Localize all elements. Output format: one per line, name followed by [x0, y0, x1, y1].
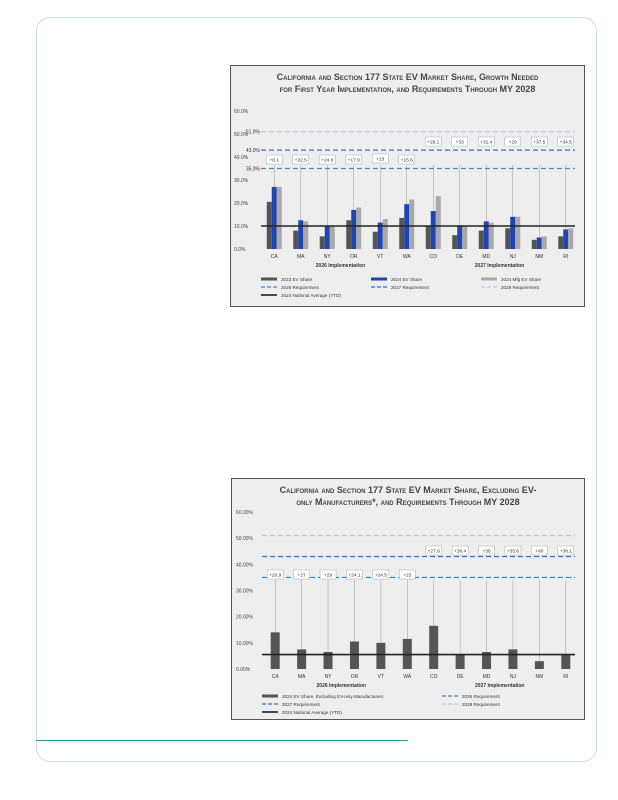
- category-label: NY: [324, 674, 332, 680]
- growth-label: +20.9: [269, 573, 282, 579]
- bar-2024-ev-share: [457, 226, 462, 249]
- chart-title-line-2: only Manufacturers*, and Requirements Through MY 2028: [296, 497, 520, 507]
- bar-2024-mfg-ev-share: [462, 226, 467, 249]
- bar-2024-ev-share-excluding-ev-only-manufacturers: [508, 649, 517, 669]
- category-label: OR: [350, 254, 358, 260]
- y-tick-label: 50.0%: [234, 132, 249, 138]
- bar-2024-ev-share: [510, 217, 515, 249]
- growth-label: +27.6: [427, 549, 440, 555]
- category-label: NM: [535, 674, 544, 680]
- growth-label: +37.5: [533, 140, 546, 146]
- bar-2024-ev-share: [351, 210, 356, 249]
- bar-2024-ev-share: [563, 229, 568, 249]
- group-label: 2026 Implementation: [316, 683, 366, 689]
- group-label: 2027 Implementation: [475, 683, 525, 689]
- growth-label: +38.4: [454, 549, 467, 555]
- legend-swatch: [261, 278, 277, 281]
- growth-label: +34.5: [559, 140, 572, 146]
- growth-label: +33: [455, 140, 464, 146]
- growth-label: +36: [482, 549, 491, 555]
- growth-label: +23: [376, 157, 385, 163]
- bar-2023-ev-share: [293, 231, 298, 249]
- legend-label: 2027 Requirement: [282, 702, 320, 707]
- bar-2024-mfg-ev-share: [383, 219, 388, 249]
- growth-label: +17.9: [347, 158, 360, 164]
- category-label: WA: [402, 254, 411, 260]
- growth-label: +29: [323, 573, 333, 579]
- category-label: CA: [271, 674, 279, 680]
- growth-label: +8.1: [269, 158, 279, 164]
- category-label: CO: [429, 674, 438, 680]
- bar-2024-ev-share: [272, 187, 277, 249]
- requirement-line-label: 51.0%: [245, 129, 260, 136]
- category-label: OR: [350, 674, 359, 680]
- category-label: MA: [297, 254, 305, 260]
- bar-2023-ev-share: [320, 236, 325, 249]
- chart-plot: [232, 479, 584, 719]
- bar-2024-mfg-ev-share: [568, 228, 573, 249]
- category-label: MA: [297, 674, 306, 680]
- y-tick-label: 10.00%: [236, 640, 253, 647]
- growth-label: +31.4: [480, 140, 493, 146]
- bar-2023-ev-share: [479, 231, 484, 249]
- legend-label: 2024 National Average (YTD): [281, 293, 341, 298]
- y-tick-label: 20.00%: [236, 614, 253, 621]
- footer-rule: [36, 740, 408, 741]
- category-label: MD: [482, 674, 491, 680]
- bar-2023-ev-share: [532, 240, 537, 249]
- bar-2024-ev-share: [325, 226, 330, 249]
- y-tick-label: 60.00%: [236, 510, 253, 516]
- category-label: MD: [482, 254, 491, 260]
- category-label: WA: [403, 674, 412, 680]
- category-label: RI: [563, 254, 569, 260]
- growth-label: +22.5: [294, 158, 307, 164]
- chart-title-line-2: for First Year Implementation, and Requirements Through MY 2028: [279, 84, 536, 94]
- bar-2023-ev-share: [426, 226, 431, 249]
- legend-label: 2024 EV Share, Excluding EV-only Manufacturers: [282, 694, 384, 699]
- y-tick-label: 0.0%: [234, 247, 246, 253]
- group-label: 2027 Implementation: [474, 263, 525, 269]
- bar-2024-mfg-ev-share: [330, 226, 335, 249]
- bar-2024-ev-share: [298, 220, 303, 249]
- bar-2023-ev-share: [505, 228, 510, 249]
- category-label: VT: [377, 674, 385, 680]
- growth-label: +35.6: [506, 549, 520, 555]
- y-tick-label: 0.00%: [236, 667, 251, 673]
- growth-label: +27: [297, 573, 306, 579]
- growth-label: +15.6: [400, 158, 413, 164]
- category-label: NM: [535, 254, 544, 260]
- category-label: VT: [377, 254, 384, 260]
- growth-label: +40: [535, 549, 544, 555]
- y-tick-label: 30.0%: [234, 178, 249, 184]
- bar-2023-ev-share: [399, 218, 404, 249]
- bar-2024-mfg-ev-share: [515, 217, 520, 249]
- y-tick-label: 10.0%: [234, 224, 249, 230]
- legend-swatch: [481, 278, 497, 281]
- y-tick-label: 40.00%: [236, 562, 253, 569]
- chart-plot: [231, 66, 584, 306]
- y-tick-label: 40.0%: [234, 155, 249, 161]
- bar-2024-ev-share-excluding-ev-only-manufacturers: [456, 655, 465, 669]
- bar-2024-mfg-ev-share: [277, 187, 282, 249]
- growth-label: +29: [508, 140, 517, 146]
- y-tick-label: 50.00%: [236, 536, 253, 543]
- bar-2024-ev-share-excluding-ev-only-manufacturers: [297, 649, 306, 669]
- bar-2024-ev-share-excluding-ev-only-manufacturers: [376, 643, 385, 669]
- chart-title-line-1: California and Section 177 State EV Market Share, Excluding EV-: [279, 485, 537, 495]
- y-tick-label: 60.0%: [234, 109, 249, 115]
- bar-2024-ev-share: [537, 238, 542, 250]
- legend-label: 2024 National Average (YTD): [282, 710, 342, 715]
- bar-2024-mfg-ev-share: [409, 200, 414, 249]
- group-label: 2026 Implementation: [315, 263, 366, 269]
- growth-label: +23: [403, 573, 412, 579]
- category-label: RI: [563, 674, 569, 680]
- y-tick-label: 20.0%: [234, 201, 249, 207]
- category-label: NJ: [509, 254, 516, 260]
- legend-label: 2026 Requirement: [462, 694, 500, 699]
- legend-label: 2023 EV Share: [281, 277, 313, 282]
- bar-2024-ev-share-excluding-ev-only-manufacturers: [429, 626, 438, 669]
- market-share-excluding-ev-only-chart: [231, 478, 585, 720]
- legend-swatch: [262, 695, 278, 698]
- bar-2024-ev-share: [431, 211, 436, 249]
- bar-2024-mfg-ev-share: [436, 196, 441, 249]
- chart-title-line-1: California and Section 177 State EV Market Share, Growth Needed: [276, 72, 539, 82]
- growth-label: +29.1: [427, 140, 440, 146]
- legend-swatch: [371, 278, 387, 281]
- bar-2023-ev-share: [558, 236, 563, 249]
- requirement-line-label: 35.0%: [245, 166, 260, 173]
- legend-label: 2027 Requirement: [391, 285, 429, 290]
- bar-2024-mfg-ev-share: [356, 208, 361, 249]
- market-share-growth-chart: [230, 65, 585, 307]
- legend-label: 2024 Mfg EV Share: [501, 277, 542, 282]
- category-label: DE: [456, 674, 464, 680]
- legend-label: 2028 Requirement: [462, 702, 500, 707]
- bar-2023-ev-share: [452, 235, 457, 249]
- category-label: NY: [323, 254, 331, 260]
- category-label: CA: [270, 254, 278, 260]
- category-label: CO: [429, 254, 437, 260]
- legend-label: 2026 Requirement: [281, 285, 319, 290]
- bar-2024-ev-share-excluding-ev-only-manufacturers: [535, 661, 544, 669]
- bar-2024-mfg-ev-share: [542, 236, 547, 249]
- legend-label: 2028 Requirement: [501, 285, 539, 290]
- growth-label: +24.5: [374, 573, 387, 579]
- bar-2024-ev-share-excluding-ev-only-manufacturers: [271, 632, 280, 669]
- requirement-line-label: 43.0%: [245, 148, 260, 155]
- bar-2024-ev-share-excluding-ev-only-manufacturers: [561, 655, 570, 669]
- bar-2023-ev-share: [373, 232, 378, 249]
- growth-label: +24.8: [321, 158, 334, 164]
- bar-2023-ev-share: [346, 220, 351, 249]
- category-label: NJ: [509, 674, 517, 680]
- legend-label: 2024 EV Share: [391, 277, 423, 282]
- category-label: DE: [456, 254, 464, 260]
- growth-label: +38.1: [559, 549, 572, 555]
- y-tick-label: 30.00%: [236, 588, 253, 595]
- growth-label: +24.1: [348, 573, 361, 579]
